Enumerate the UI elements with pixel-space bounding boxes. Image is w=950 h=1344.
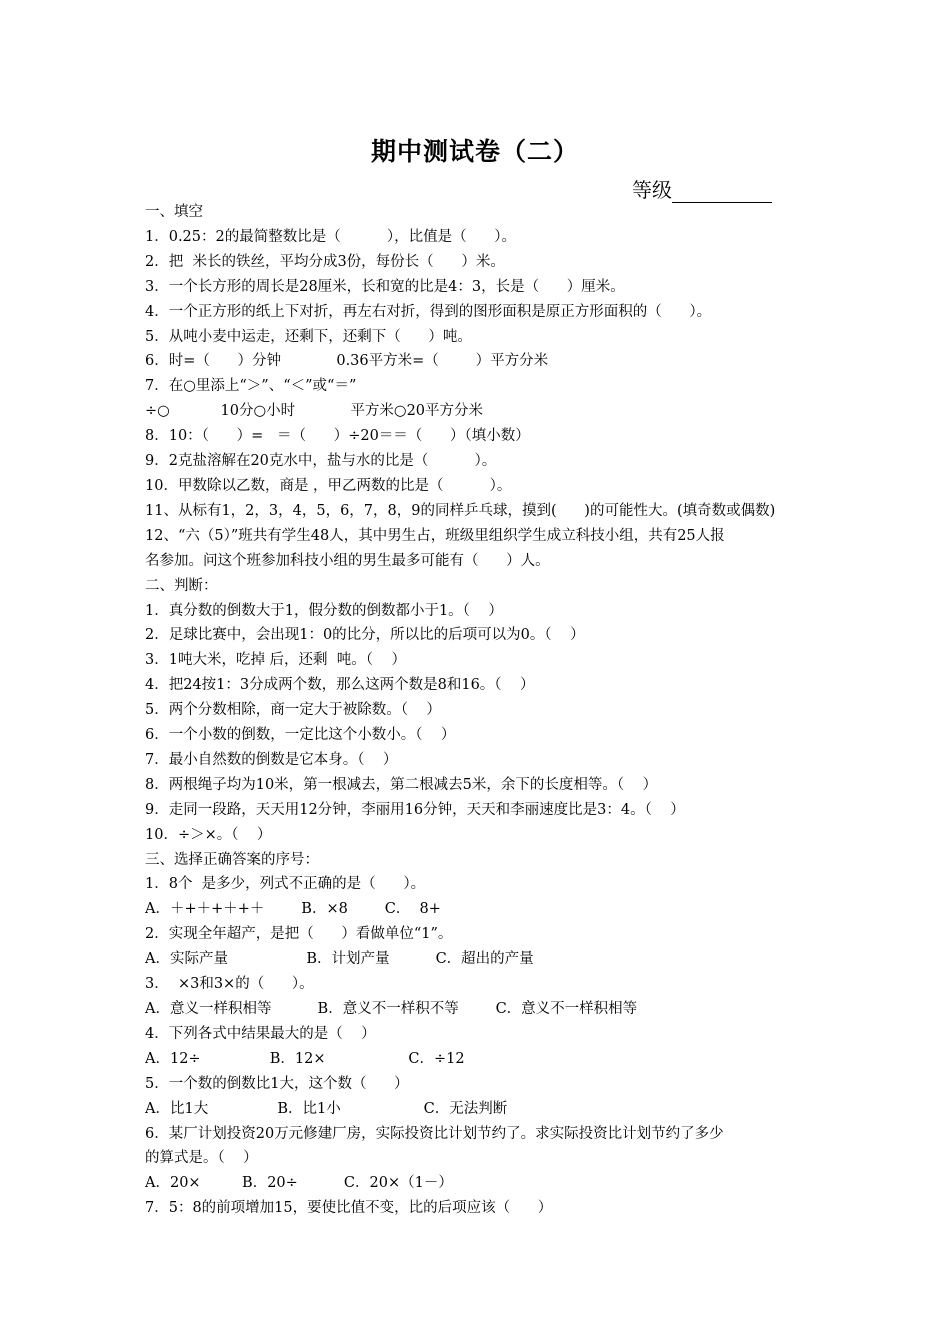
text-line: 二、判断： <box>145 577 218 594</box>
text-line: ÷○ 10分○小时 平方米○20平方分米 <box>145 403 484 420</box>
text-line: A．20× B．20÷ C．20×（1－） <box>145 1175 453 1192</box>
text-line: 的算式是。（ ） <box>145 1150 258 1167</box>
text-line: A．比1大 B．比1小 C．无法判断 <box>145 1100 508 1117</box>
text-line: 3．一个长方形的周长是28厘米，长和宽的比是4：3，长是（ ）厘米。 <box>145 278 625 295</box>
text-line: 5．两个分数相除，商一定大于被除数。（ ） <box>145 702 441 719</box>
text-line: 4．一个正方形的纸上下对折，再左右对折，得到的图形面积是原正方形面积的（ ）。 <box>145 303 712 320</box>
text-line: 3． ×3和3×的（ ）。 <box>145 976 314 993</box>
text-line: 2．足球比赛中，会出现1：0的比分，所以比的后项可以为0。（ ） <box>145 627 585 644</box>
text-line: 名参加。问这个班参加科技小组的男生最多可能有（ ）人。 <box>145 552 550 569</box>
text-line: 8．10：（ ）= ＝（ ）÷20＝＝（ ）（填小数） <box>145 428 530 445</box>
text-line: 5．从吨小麦中运走，还剩下，还剩下（ ）吨。 <box>145 328 472 345</box>
text-line: 7．5：8的前项增加15，要使比值不变，比的后项应该（ ） <box>145 1200 553 1217</box>
text-line: 4．把24按1：3分成两个数，那么这两个数是8和16。（ ） <box>145 677 535 694</box>
text-line: 7．在○里添上“＞”、“＜”或“＝” <box>145 378 357 395</box>
exam-content <box>145 200 815 1221</box>
text-line: 4．下列各式中结果最大的是（ ） <box>145 1025 376 1042</box>
text-line: 5．一个数的倒数比1大，这个数（ ） <box>145 1075 409 1092</box>
text-line: 6．时=（ ）分钟 0.36平方米=（ ）平方分米 <box>145 353 549 370</box>
text-line: 2．把 米长的铁丝，平均分成3份，每份长（ ）米。 <box>145 253 505 270</box>
text-line: 1．真分数的倒数大于1，假分数的倒数都小于1。（ ） <box>145 602 503 619</box>
text-line: 7．最小自然数的倒数是它本身。（ ） <box>145 751 398 768</box>
text-line: A．意义一样积相等 B．意义不一样积不等 C．意义不一样积相等 <box>145 1001 638 1017</box>
text-line: 1．0.25：2的最简整数比是（ ），比值是（ ）。 <box>145 228 516 245</box>
grade-label: 等级 <box>632 178 672 202</box>
text-line: 9．2克盐溶解在20克水中，盐与水的比是（ ）。 <box>145 453 497 470</box>
text-line: 9．走同一段路，天天用12分钟，李丽用16分钟，天天和李丽速度比是3：4。（ ） <box>145 801 685 818</box>
text-line: 10．÷＞×。（ ） <box>145 826 272 843</box>
text-line: 6．某厂计划投资20万元修建厂房，实际投资比计划节约了。求实际投资比计划节约了多少 <box>145 1125 724 1142</box>
grade-field <box>632 174 772 203</box>
text-line: 2．实现全年超产，是把（ ）看做单位“1”。 <box>145 926 453 943</box>
text-line: 12、“六（5）”班共有学生48人，其中男生占，班级里组织学生成立科技小组，共有25人报 <box>145 527 725 544</box>
text-line: 三、选择正确答案的序号： <box>145 851 319 868</box>
text-line: A．＋+＋+＋+＋ B．×8 C． 8+ <box>145 901 441 918</box>
text-line: 8．两根绳子均为10米，第一根减去，第二根减去5米，余下的长度相等。（ ） <box>145 776 658 793</box>
text-line: 1．8个 是多少，列式不正确的是（ ）。 <box>145 876 426 893</box>
page-title: 期中测试卷（二） <box>370 137 579 166</box>
text-line: 3．1吨大米，吃掉 后，还剩 吨。（ ） <box>145 652 406 669</box>
text-line: A．12÷ B．12× C．÷12 <box>145 1050 465 1067</box>
text-line: 一、填空 <box>145 204 203 220</box>
text-line: 11、从标有1，2，3，4，5，6，7，8，9的同样乒乓球，摸到( )的可能性大。(填奇数或偶数) <box>145 502 776 519</box>
text-line: 6．一个小数的倒数，一定比这个小数小。（ ） <box>145 727 456 744</box>
text-line: 10．甲数除以乙数，商是 ，甲乙两数的比是（ ）。 <box>145 477 512 494</box>
text-line: A．实际产量 B．计划产量 C．超出的产量 <box>145 951 534 968</box>
